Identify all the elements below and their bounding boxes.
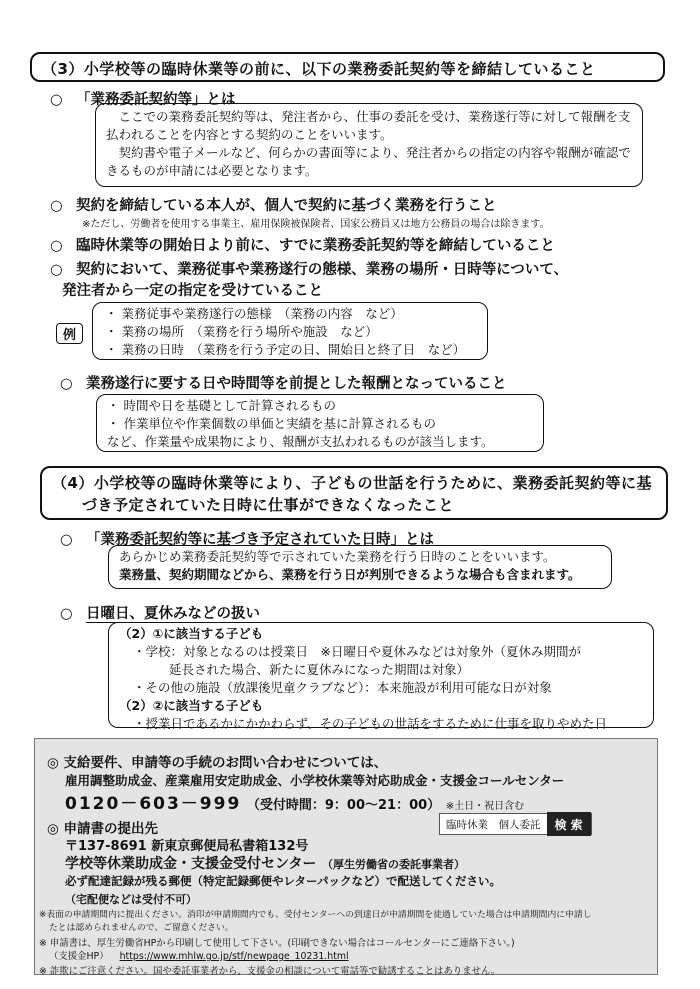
hours-note: ※土日・祝日含む: [445, 801, 525, 812]
school-rule-cont: 延長された場合、新たに夏休みになった期間は対象）: [169, 662, 470, 677]
remuneration-bullet: ・ 時間や日を基礎として計算されるもの: [107, 398, 336, 413]
item-title: 「業務委託契約等」とは: [76, 92, 236, 108]
scheduled-time-paragraph-1: あらかじめ業務委託契約等で示されていた業務を行う日時のことをいいます。: [119, 549, 556, 564]
item-individual-work: [50, 194, 497, 215]
item-holidays: [60, 602, 260, 623]
footnote-form-text: ※ 申請書は、厚生労働省HPから印刷して使用して下さい。(印刷できない場合はコールセンターにご連絡下さい。): [39, 938, 515, 949]
child-category-2: （2）②に該当する子ども: [119, 698, 264, 713]
footnote-period: [39, 909, 655, 935]
phone-number: 0120－603－999: [65, 794, 242, 814]
item-designation: [50, 258, 670, 300]
circle-bullet-icon: ○: [60, 532, 73, 548]
scheduled-time-paragraph-2: 業務量、契約期間などから、業務を行う日が判別できるような場合も含まれます。: [119, 567, 581, 582]
mail-instruction: [65, 873, 501, 889]
reception-center: [65, 853, 465, 873]
courier-note-text: （宅配便などは受付不可）: [65, 893, 197, 906]
remuneration-bullet: ・ 作業単位や作業個数の単価と実績を基に計算されるもの: [107, 416, 436, 431]
section-3-title-text: （3）小学校等の臨時休業等の前に、以下の業務委託契約等を締結していること: [42, 60, 596, 78]
holidays-box: [108, 622, 654, 731]
phone-line: [65, 789, 524, 814]
submission-heading-text: ◎ 申請書の提出先: [47, 821, 158, 837]
contract-definition-box: [95, 103, 643, 187]
example-item: ・ 業務従事や業務遂行の態様 （業務の内容 など）: [105, 306, 403, 321]
section-4-title-line2: づき予定されていた日時に仕事ができなくなったこと: [82, 496, 455, 514]
item-title: 臨時休業等の開始日より前に、すでに業務委託契約等を締結していること: [76, 238, 555, 254]
footnote-period-text-1: ※表面の申請期間内に提出ください。消印が申請期間内でも、受付センターへの到達日が申請期間を徒過していた場合は申請期間内に申請し: [39, 910, 592, 920]
circle-bullet-icon: ○: [60, 606, 73, 622]
call-center-names-text: 雇用調整助成金、産業雇用安定助成金、小学校休業等対応助成金・支援金コールセンター: [65, 773, 565, 788]
search-keywords: 臨時休業 個人委託: [446, 818, 541, 831]
item-remuneration: [60, 372, 507, 393]
item-title-line2: 発注者から一定の指定を受けていること: [62, 283, 323, 299]
remuneration-tail: など、作業量や成果物により、報酬が支払われるものが該当します。: [107, 434, 494, 449]
support-hp-link[interactable]: https://www.mhlw.go.jp/stf/newpage_10231.html: [119, 951, 349, 962]
definition-paragraph-2: 契約書や電子メールなど、何らかの書面等により、発注者からの指定の内容や報酬が確認できるものが申請には必要となります。: [106, 145, 631, 178]
postal-address: [65, 835, 308, 854]
courier-note: [65, 891, 197, 907]
footnote-fraud: [39, 963, 500, 977]
other-facility-rule: ・その他の施設（放課後児童クラブなど）：本来施設が利用可能な日が対象: [133, 680, 552, 695]
reception-hours: （受付時間：9：00〜21：00）: [246, 798, 441, 813]
definition-paragraph-1: ここでの業務委託契約等は、発注者から、仕事の委託を受け、業務遂行等に対して報酬を支払われることを内容とする契約のことをいいます。: [106, 109, 631, 142]
scheduled-time-box: [108, 545, 612, 589]
footnote-period-text-2: たとは認められませんので、ご留意ください。: [49, 923, 234, 933]
child-category-1: （2）①に該当する子ども: [119, 626, 264, 641]
example-label-text: 例: [63, 328, 77, 343]
call-center-names: [65, 771, 564, 789]
footnote-form: [39, 937, 515, 963]
item-title: 契約を締結している本人が、個人で契約に基づく業務を行うこと: [76, 198, 497, 214]
item-title: 業務遂行に要する日や時間等を前提とした報酬となっていること: [86, 376, 507, 392]
search-box[interactable]: [439, 813, 592, 835]
contact-panel: [34, 738, 658, 975]
item-title: 「業務委託契約等に基づき予定されていた日時」とは: [86, 532, 434, 548]
reception-center-note: （厚生労働省の委託事業者）: [322, 858, 466, 871]
support-hp-label: （支援金HP）: [49, 951, 109, 962]
item-prior-contract: [50, 234, 555, 255]
example-label: [56, 323, 83, 344]
circle-bullet-icon: ○: [50, 198, 63, 214]
category-2-rule: ・授業日であるかにかかわらず、その子どもの世話をするために仕事を取りやめた日: [133, 716, 608, 731]
submission-heading: [47, 817, 158, 837]
postal-address-text: 〒137-8691 新東京郵便局私書箱132号: [65, 839, 309, 854]
circle-bullet-icon: ○: [50, 92, 63, 108]
inquiry-heading-text: ◎ 支給要件、申請等の手続のお問い合わせについては、: [47, 755, 388, 771]
circle-bullet-icon: ○: [60, 376, 73, 392]
footnote-fraud-text: ※ 詐欺にご注意ください。国や委託事業者から、支援金の相談について電話等で勧誘することはありません。: [39, 966, 501, 977]
individual-work-note: ※ただし、労働者を使用する事業主、雇用保険被保険者、国家公務員又は地方公務員の場合は除きます。: [82, 219, 550, 230]
reception-center-name: 学校等休業助成金・支援金受付センター: [65, 856, 317, 872]
item-title: 日曜日、夏休みなどの扱い: [86, 606, 260, 622]
example-box: [92, 302, 488, 360]
inquiry-heading: [47, 751, 387, 771]
example-item: ・ 業務の日時 （業務を行う予定の日、開始日と終了日 など）: [105, 342, 466, 357]
school-rule: ・学校：対象となるのは授業日 ※日曜日や夏休みなどは対象外（夏休み期間が: [133, 644, 581, 659]
section-4-title-line1: （4）小学校等の臨時休業等により、子どもの世話を行うために、業務委託契約等に基: [52, 474, 652, 492]
section-4-title: [40, 466, 668, 520]
search-button[interactable]: 検 索: [547, 812, 591, 836]
section-3-title: [30, 52, 665, 82]
circle-bullet-icon: ○: [50, 262, 63, 278]
remuneration-box: [96, 394, 544, 452]
item-title-line1: 契約において、業務従事や業務遂行の態様、業務の場所・日時等について、: [76, 262, 569, 278]
mail-instruction-text: 必ず配達記録が残る郵便（特定記録郵便やレターパックなど）で配送してください。: [65, 874, 501, 888]
circle-bullet-icon: ○: [50, 238, 63, 254]
example-item: ・ 業務の場所 （業務を行う場所や施設 など）: [105, 324, 378, 339]
